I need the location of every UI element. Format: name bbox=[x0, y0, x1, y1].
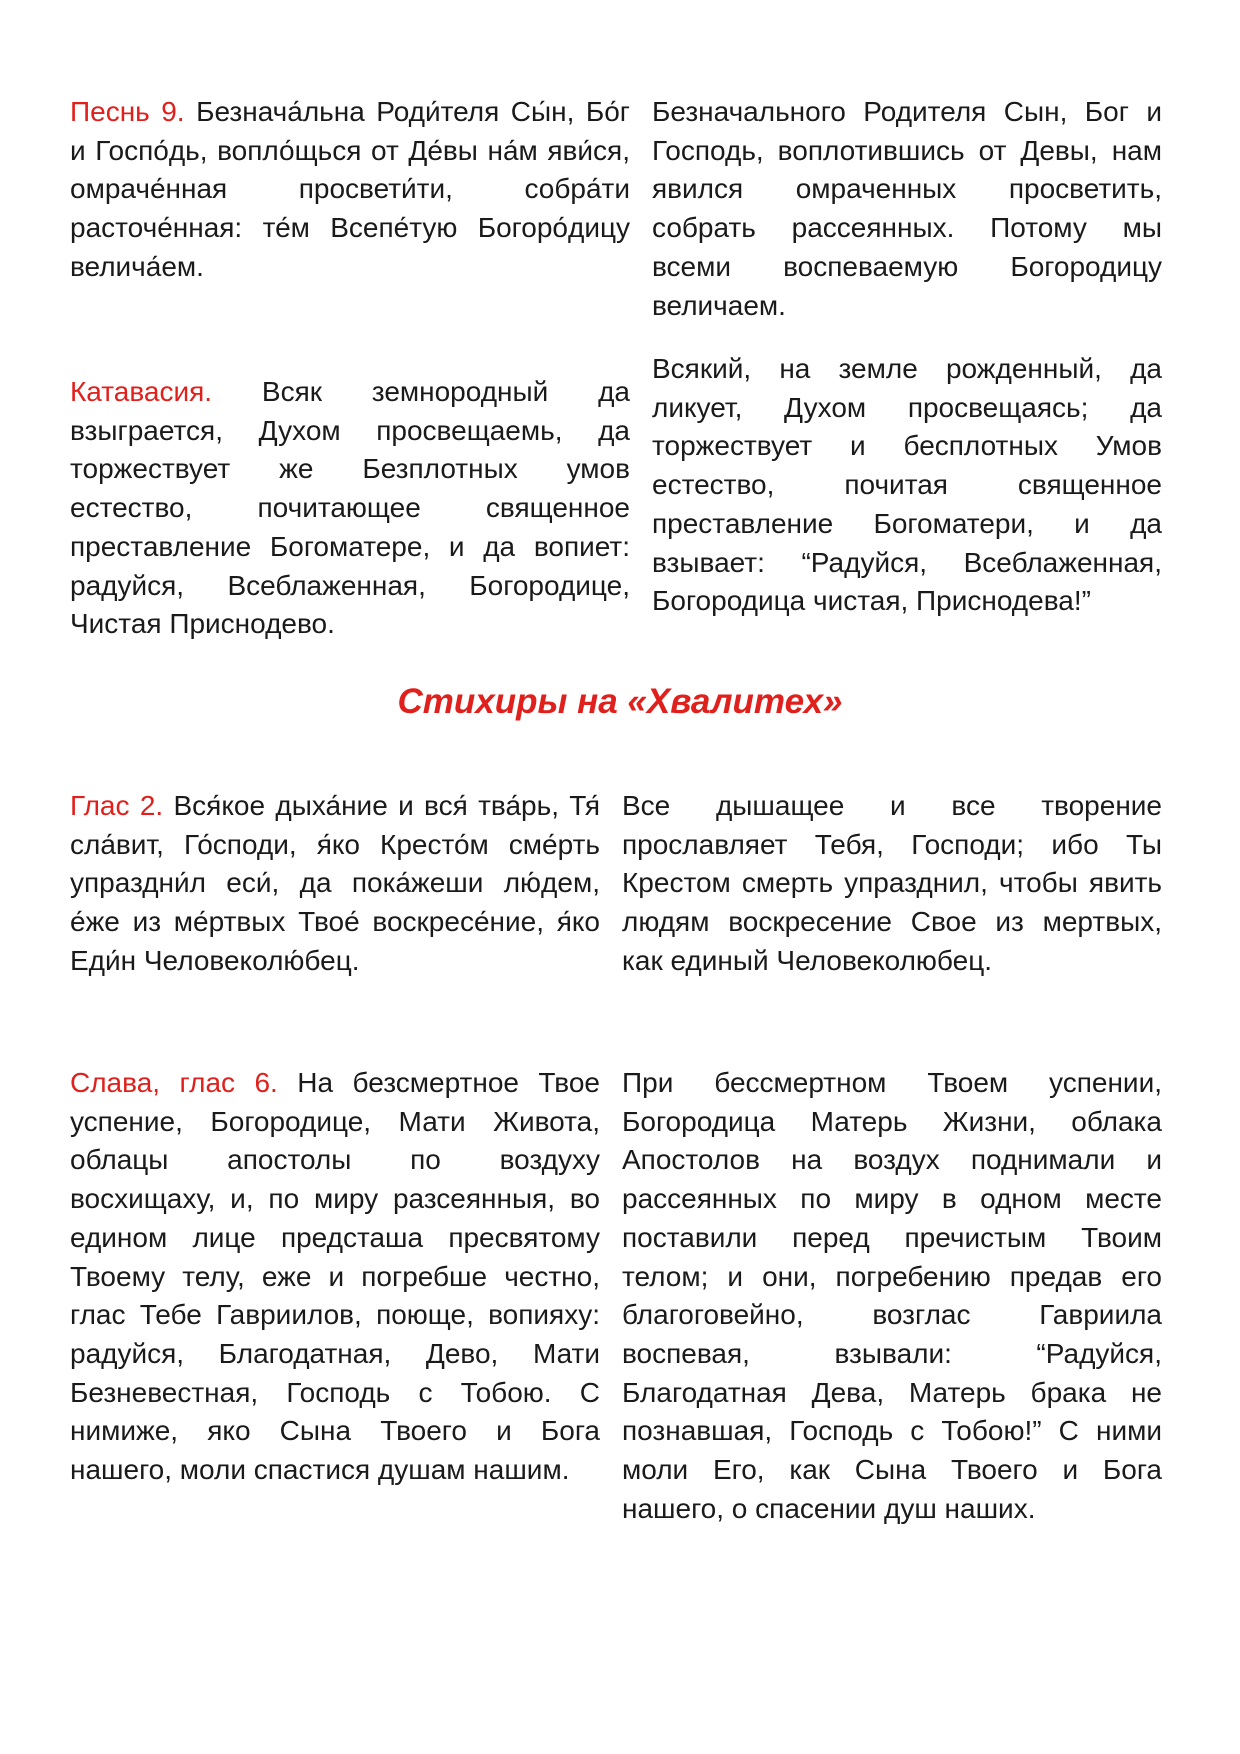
pesn9-church-paragraph bbox=[70, 93, 630, 287]
slava-church bbox=[70, 1064, 600, 1490]
pesn9-church-text: Безнача́льна Роди́теля Сы́н, Бо́г и Госпо́дь, вопло́щься от Де́вы на́м яви́ся, омраче́нная просвети́ти, собра́ти расточе́нная: те́м Всепе́тую Богоро́дицу велича́ем. bbox=[70, 96, 630, 282]
pesn9-label: Песнь 9. bbox=[70, 96, 185, 127]
pesn9-translation bbox=[652, 93, 1162, 325]
katavasia-translation-text: Всякий, на земле рожденный, да ликует, Духом просвещаясь; да торжествует и бесплотных Умов естество, почитая священное преставление Богоматери, и да взывает: “Радуйся, Всеблаженная, Богородица чистая, Приснодева!” bbox=[652, 353, 1162, 617]
section-heading: Стихиры на «Хвалитех» bbox=[397, 682, 843, 721]
glas2-church bbox=[70, 787, 600, 981]
glas2-translation bbox=[622, 787, 1162, 981]
pesn9-church bbox=[70, 93, 630, 287]
katavasia-church-paragraph bbox=[70, 373, 630, 644]
slava-translation-text: При бессмертном Твоем успении, Богородица Матерь Жизни, облака Апостолов на воздух поднимали и рассеянных по миру в одном месте поставили перед пречистым Твоим телом; и они, погребению предав его благоговейно, возглас Гавриила воспевая, взывали: “Радуйся, Благодатная Дева, Матерь брака не познавшая, Господь с Тобою!” С ними моли Его, как Сына Твоего и Бога нашего, о спасении душ наших. bbox=[622, 1067, 1162, 1524]
slava-church-paragraph bbox=[70, 1064, 600, 1490]
katavasia-translation bbox=[652, 350, 1162, 621]
katavasia-label: Катавасия. bbox=[70, 376, 213, 407]
glas2-translation-text: Все дышащее и все творение прославляет Тебя, Господи; ибо Ты Крестом смерть упразднил, чтобы явить людям воскресение Свое из мертвых, как единый Человеколюбец. bbox=[622, 790, 1162, 976]
glas2-label: Глас 2. bbox=[70, 790, 164, 821]
slava-church-text: На безсмертное Твое успение, Богородице, Мати Живота, облацы апостолы по воздуху восхищаху, и, по миру разсеянныя, во едином лице предсташа пресвятому Твоему телу, еже и погребше честно, глас Тебе Гавриилов, поюще, вопияху: радуйся, Благодатная, Дево, Мати Безневестная, Господь с Тобою. С нимиже, яко Сына Твоего и Бога нашего, моли спастися душам нашим. bbox=[70, 1067, 601, 1486]
katavasia-church-text: Всяк земнородный да взыграется, Духом просвещаемь, да торжествует же Безплотных умов естество, почитающее священное преставление Богоматере, и да вопиет: радуйся, Всеблаженная, Богородице, Чистая Приснодево. bbox=[70, 376, 630, 640]
katavasia-church bbox=[70, 373, 630, 644]
slava-translation bbox=[622, 1064, 1162, 1528]
glas2-church-paragraph bbox=[70, 787, 600, 981]
slava-label: Слава, глас 6. bbox=[70, 1067, 278, 1098]
pesn9-translation-text: Безначального Родителя Сын, Бог и Господь, воплотившись от Девы, нам явился омраченных просветить, собрать рассеянных. Потому мы всеми воспеваемую Богородицу величаем. bbox=[652, 96, 1162, 321]
glas2-church-text: Вся́кое дыха́ние и вся́ тва́рь, Тя́ сла́вит, Го́споди, я́ко Кресто́м сме́рть упраздни́л еси́, да пока́жеши лю́дем, е́же из ме́ртвых Твое́ воскресе́ние, я́ко Еди́н Человеколю́бец. bbox=[70, 790, 600, 976]
